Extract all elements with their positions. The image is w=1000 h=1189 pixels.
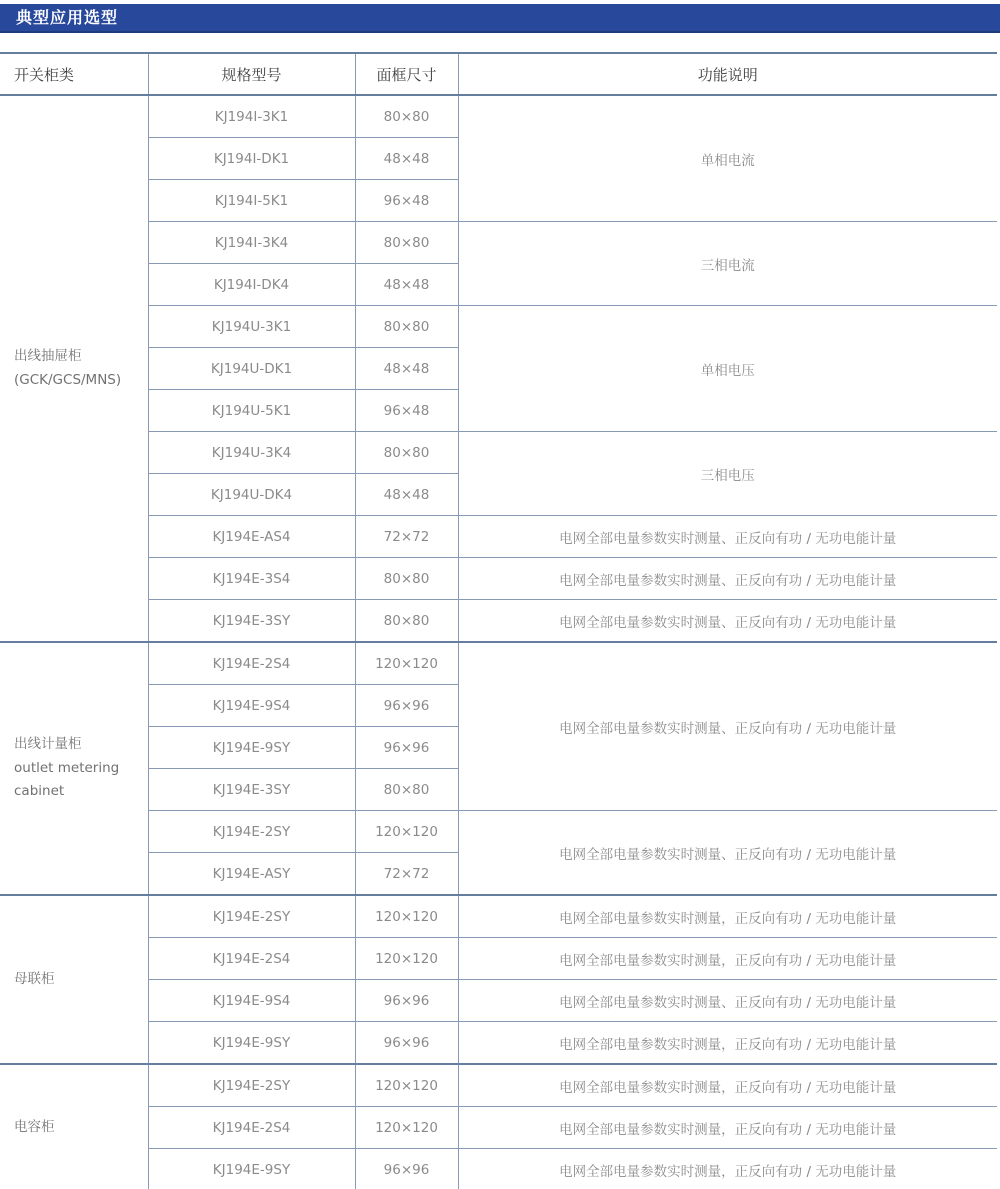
category-line: outlet metering [14,759,120,776]
model-cell: KJ194E-3S4 [148,558,355,600]
header-function-desc: 功能说明 [458,53,997,95]
function-cell: 三相电压 [458,432,997,516]
function-cell: 电网全部电量参数实时测量、正反向有功 / 无功电能计量 [458,600,997,643]
size-cell: 80×80 [355,558,458,600]
header-frame-size: 面框尺寸 [355,53,458,95]
model-cell: KJ194E-2S4 [148,938,355,980]
table-row [0,516,997,558]
model-cell: KJ194E-9S4 [148,980,355,1022]
category-line: 出线计量柜 [14,736,82,753]
size-cell: 80×80 [355,769,458,811]
size-cell: 96×96 [355,1022,458,1065]
table-row [0,95,997,138]
function-cell: 三相电流 [458,222,997,306]
table-header-row [0,53,997,95]
model-cell: KJ194E-9S4 [148,685,355,727]
size-cell: 48×48 [355,138,458,180]
size-cell: 120×120 [355,1107,458,1149]
size-cell: 96×48 [355,180,458,222]
typical-application-selection-table [0,52,997,1189]
size-cell: 120×120 [355,642,458,685]
function-cell: 电网全部电量参数实时测量、正反向有功 / 无功电能计量 [458,516,997,558]
table-row [0,558,997,600]
size-cell: 96×96 [355,980,458,1022]
model-cell: KJ194I-DK4 [148,264,355,306]
model-cell: KJ194U-3K1 [148,306,355,348]
model-cell: KJ194I-DK1 [148,138,355,180]
function-cell: 电网全部电量参数实时测量、正反向有功 / 无功电能计量 [458,811,997,896]
table-row [0,895,997,938]
table-row [0,222,997,264]
category-cell [0,95,148,642]
category-cell [0,642,148,895]
size-cell: 96×96 [355,1149,458,1189]
size-cell: 120×120 [355,1064,458,1107]
model-cell: KJ194E-ASY [148,853,355,896]
size-cell: 80×80 [355,432,458,474]
model-cell: KJ194U-5K1 [148,390,355,432]
function-cell: 电网全部电量参数实时测量，正反向有功 / 无功电能计量 [458,938,997,980]
table-row [0,980,997,1022]
model-cell: KJ194E-9SY [148,1022,355,1065]
function-cell: 电网全部电量参数实时测量，正反向有功 / 无功电能计量 [458,895,997,938]
size-cell: 80×80 [355,306,458,348]
size-cell: 80×80 [355,600,458,643]
table-row [0,938,997,980]
function-cell: 单相电流 [458,95,997,222]
model-cell: KJ194U-3K4 [148,432,355,474]
section-title-bar [0,4,1000,33]
category-line: 母联柜 [14,970,55,987]
model-cell: KJ194I-3K1 [148,95,355,138]
model-cell: KJ194U-DK4 [148,474,355,516]
category-cell [0,895,148,1064]
table-row [0,642,997,685]
function-cell: 电网全部电量参数实时测量，正反向有功 / 无功电能计量 [458,1022,997,1065]
model-cell: KJ194E-3SY [148,769,355,811]
function-cell: 电网全部电量参数实时测量、正反向有功 / 无功电能计量 [458,558,997,600]
table-row [0,1149,997,1189]
size-cell: 48×48 [355,474,458,516]
function-cell: 单相电压 [458,306,997,432]
model-cell: KJ194E-2SY [148,811,355,853]
model-cell: KJ194E-2S4 [148,642,355,685]
model-cell: KJ194E-2SY [148,895,355,938]
category-line: 电容柜 [14,1118,55,1135]
function-cell: 电网全部电量参数实时测量、正反向有功 / 无功电能计量 [458,980,997,1022]
size-cell: 120×120 [355,938,458,980]
table-row [0,432,997,474]
function-cell: 电网全部电量参数实时测量，正反向有功 / 无功电能计量 [458,1107,997,1149]
size-cell: 80×80 [355,95,458,138]
model-cell: KJ194E-3SY [148,600,355,643]
size-cell: 48×48 [355,264,458,306]
model-cell: KJ194E-9SY [148,1149,355,1189]
size-cell: 96×96 [355,727,458,769]
table-row [0,1064,997,1107]
size-cell: 48×48 [355,348,458,390]
size-cell: 120×120 [355,895,458,938]
size-cell: 72×72 [355,853,458,896]
model-cell: KJ194E-2SY [148,1064,355,1107]
model-cell: KJ194E-AS4 [148,516,355,558]
size-cell: 120×120 [355,811,458,853]
model-cell: KJ194I-5K1 [148,180,355,222]
table-row [0,811,997,853]
model-cell: KJ194E-9SY [148,727,355,769]
section-title: 典型应用选型 [16,8,119,27]
model-cell: KJ194I-3K4 [148,222,355,264]
model-cell: KJ194E-2S4 [148,1107,355,1149]
category-line: 出线抽屉柜 [14,347,82,364]
size-cell: 96×96 [355,685,458,727]
table-row [0,306,997,348]
table-row [0,600,997,643]
size-cell: 72×72 [355,516,458,558]
category-line: (GCK/GCS/MNS) [14,371,122,388]
function-cell: 电网全部电量参数实时测量、正反向有功 / 无功电能计量 [458,642,997,811]
model-cell: KJ194U-DK1 [148,348,355,390]
size-cell: 80×80 [355,222,458,264]
size-cell: 96×48 [355,390,458,432]
header-cabinet-type: 开关柜类 [0,53,148,95]
table-row [0,1107,997,1149]
function-cell: 电网全部电量参数实时测量，正反向有功 / 无功电能计量 [458,1064,997,1107]
header-spec-model: 规格型号 [148,53,355,95]
table-row [0,1022,997,1065]
function-cell: 电网全部电量参数实时测量，正反向有功 / 无功电能计量 [458,1149,997,1189]
category-line: cabinet [14,783,65,800]
category-cell [0,1064,148,1189]
